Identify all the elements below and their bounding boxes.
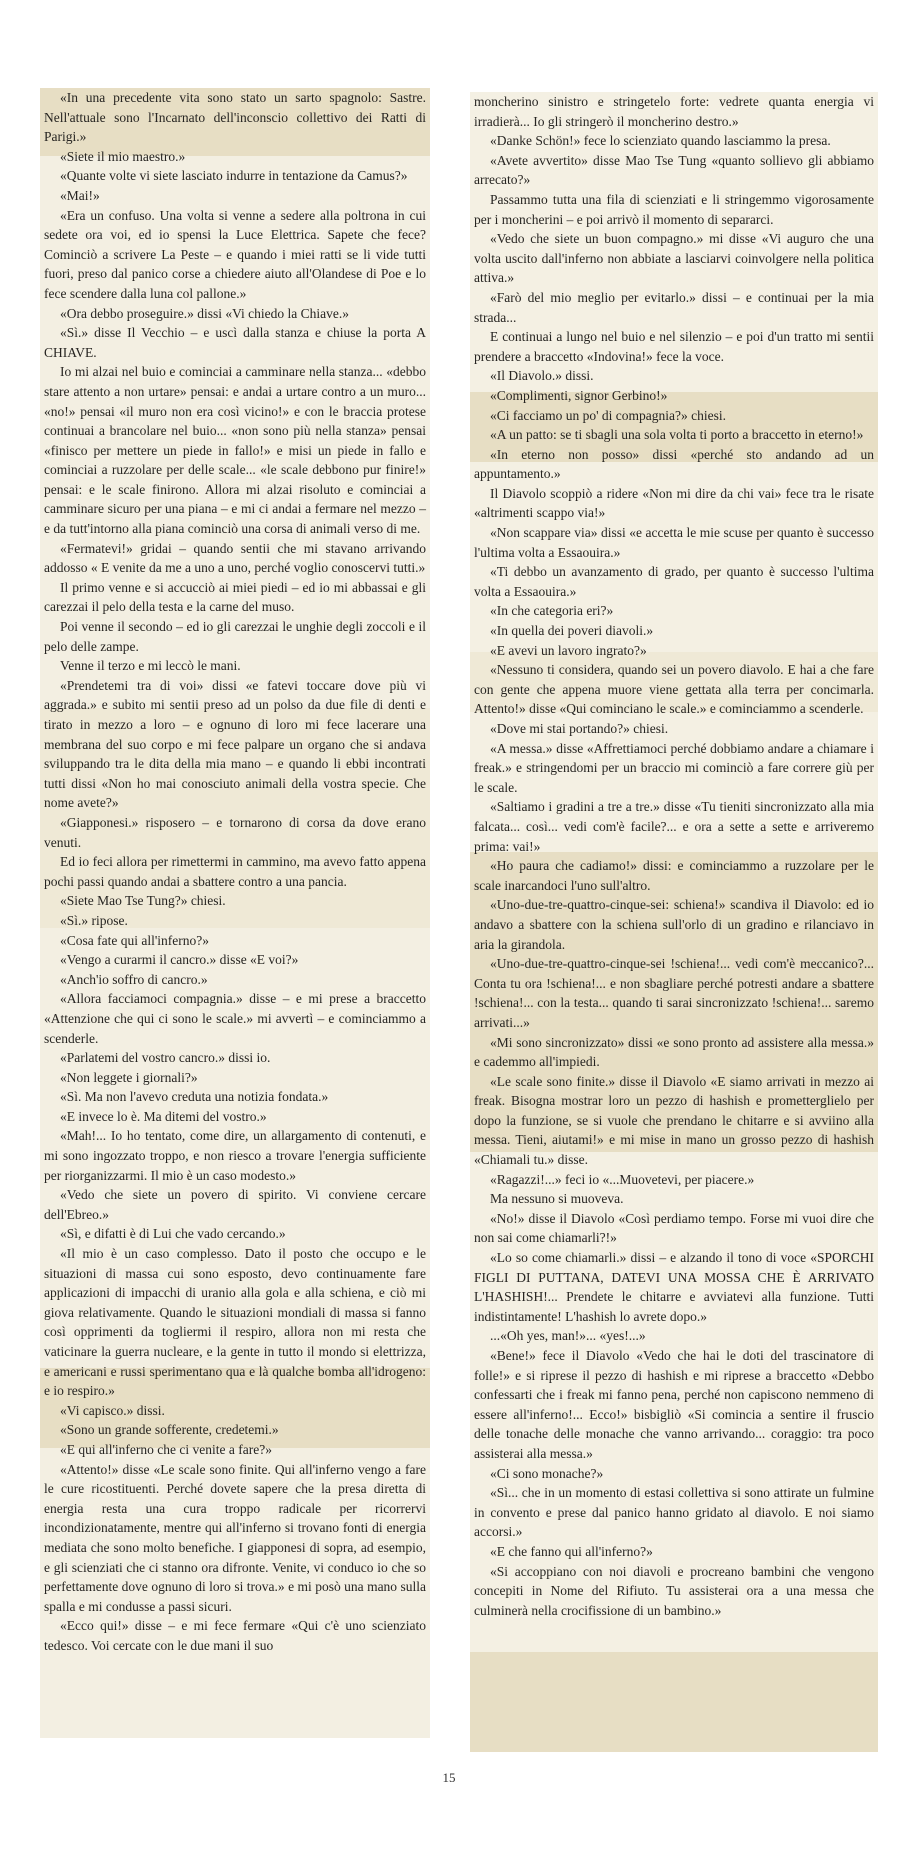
paragraph: «Sì, e difatti è di Lui che vado cercando.» (60, 1226, 286, 1242)
paragraph: «Mai!» (60, 187, 100, 203)
paragraph: Il Diavolo scoppiò a ridere «Non mi dire da chi vai» fece tra le risate «altrimenti scappo via!» (474, 485, 874, 521)
paragraph: «Non leggete i giornali?» (60, 1069, 198, 1085)
paragraph: «Si accoppiano con noi diavoli e procreano bambini che vengono concepiti in Nome del Rifiuto. Tu assisterai ora a una messa che culminerà nella crocifissione di un bambino.» (474, 1563, 874, 1618)
paragraph: «Quante volte vi siete lasciato indurre in tentazione da Camus?» (60, 168, 408, 184)
paragraph: «Nessuno ti considera, quando sei un povero diavolo. E hai a che fare con gente che appena muore viene gettata alla terra per concimarla. Attento!» disse «Qui cominciano le scale.» e cominciammo a scenderle. (474, 662, 874, 717)
paragraph: «Sì. Ma non l'avevo creduta una notizia fondata.» (60, 1089, 329, 1105)
paragraph: Ma nessuno si muoveva. (490, 1191, 624, 1207)
paragraph: «Ragazzi!...» feci io «...Muovetevi, per piacere.» (490, 1171, 755, 1187)
paragraph: «In che categoria eri?» (490, 603, 614, 619)
paragraph: «Saltiamo i gradini a tre a tre.» disse «Tu tieniti sincronizzato alla mia falcata... così... vedi com'è facile?... e ora a sette a sette e arriveremo prima: vai!» (474, 799, 874, 854)
paragraph: «Prendetemi tra di voi» dissi «e fatevi toccare dove più vi aggrada.» e subito mi sentii preso ad un polso da due file di denti e tirato in mezzo a loro – e ognuno di loro mi fece lacerare una membrana del suo corpo e mi fece palpare un organo che si andava sviluppando tra le dita della mia mano – e quando li ebbi incontrati tutti dissi «Non ho mai conosciuto animali della vostra specie. Che nome avete?» (44, 677, 426, 811)
paragraph: «Mah!... Io ho tentato, come dire, un allargamento di contenuti, e mi sono ingozzato troppo, e non riesco a trovare l'energia sufficiente per riorganizzarmi. Il mio è un caso modesto.» (44, 1128, 426, 1183)
paragraph: «Dove mi stai portando?» chiesi. (490, 721, 669, 736)
paragraph: «A messa.» disse «Affrettiamoci perché dobbiamo andare a chiamare i freak.» e stringendomi per un braccio mi cominciò a fare correre giù per le scale. (474, 740, 874, 795)
paragraph: «Ti debbo un avanzamento di grado, per quanto è successo l'ultima volta a Essaouira.» (474, 564, 874, 599)
paragraph: «Ci facciamo un po' di compagnia?» chiesi. (490, 407, 726, 423)
paragraph: Venne il terzo e mi leccò le mani. (60, 658, 241, 674)
paragraph: Il primo venne e si accucciò ai miei piedi – ed io mi abbassai e gli carezzai il pelo della testa e la carne del muso. (44, 579, 426, 615)
page-number: 15 (442, 1770, 456, 1785)
paragraph: «A un patto: se ti sbagli una sola volta ti porto a braccetto in eterno!» (490, 427, 864, 443)
paragraph: «Danke Schön!» fece lo scienziato quando lasciammo la presa. (490, 133, 831, 149)
paragraph: «Uno-due-tre-quattro-cinque-sei !schiena!... vedi com'è meccanico?... Conta tu ora !schiena!... e non sbagliare perché potresti andare a sbattere !schiena!... con la testa... quando ti sarai sincronizzato !schiena!... saremo arrivati...» (474, 956, 874, 1030)
paragraph: Io mi alzai nel buio e cominciai a camminare nella stanza... «debbo stare attento a non urtare» pensai: e andai a urtare contro a un muro... «no!» pensai «il muro non era così vicino!» e con le braccia protese continuai a brancolare nel buio... «non sono più nella stanza» pensai «finisco per mettere un piede in fallo!» e misi un piede in fallo e cominciai a ruzzolare per delle scale... «le scale debbono pur finire!» pensai: e le scale finirono. Allora mi alzai risoluto e cominciai a camminare sicuro per una piana – e mi ci andai a fermare nel mezzo – e da tutt'intorno alla piana cominciò una corsa di animali verso di me. (44, 364, 426, 537)
paragraph: «E qui all'inferno che ci venite a fare?» (60, 1441, 272, 1457)
paper-band (470, 1652, 878, 1752)
paragraph: «Ho paura che cadiamo!» dissi: e cominciammo a ruzzolare per le scale inarcandoci l'uno sull'altro. (474, 858, 874, 893)
paragraph: «Non scappare via» dissi «e accetta le mie scuse per quanto è successo l'ultima volta a Essaouira.» (474, 525, 874, 560)
paragraph: «Fermatevi!» gridai – quando sentii che mi stavano arrivando addosso « E venite da me a uno a uno, perché voglio conoscervi tutti.» (44, 540, 426, 576)
paragraph: «Ora debbo proseguire.» dissi «Vi chiedo la Chiave.» (60, 305, 349, 321)
paragraph: «E che fanno qui all'inferno?» (490, 1543, 653, 1559)
paragraph: «Vi capisco.» dissi. (60, 1402, 165, 1418)
paragraph: «Giapponesi.» risposero – e tornarono di corsa da dove erano venuti. (44, 814, 426, 850)
paragraph: «Vengo a curarmi il cancro.» disse «E voi?» (60, 952, 299, 968)
paragraph: «Siete il mio maestro.» (60, 148, 186, 164)
paragraph: «Il Diavolo.» dissi. (490, 368, 594, 384)
paragraph: «Parlatemi del vostro cancro.» dissi io. (60, 1050, 271, 1066)
paragraph: «Sì.» ripose. (60, 912, 128, 928)
paragraph: «Anch'io soffro di cancro.» (60, 971, 208, 987)
paragraph: «Complimenti, signor Gerbino!» (490, 387, 668, 403)
paragraph: «Bene!» fece il Diavolo «Vedo che hai le doti del trascinatore di folle!» e si riprese il pezzo di hashish e mi riprese a braccetto «Debbo confessarti che i freak mi fanno pena, perché non capiscono nemmeno di essere all'inferno!... Ecco!» bisbigliò «Si comincia a sentire il fruscio delle tonache delle monache che vanno arrivando... coraggio: tra poco assisterai alla messa.» (474, 1348, 874, 1461)
paragraph: «Vedo che siete un povero di spirito. Vi conviene cercare dell'Ebreo.» (44, 1187, 426, 1222)
left-text-column (40, 88, 430, 1738)
paragraph: «Siete Mao Tse Tung?» chiesi. (60, 893, 226, 909)
paragraph: Poi venne il secondo – ed io gli carezzai le unghie degli zoccoli e il pelo delle zampe. (44, 619, 426, 654)
paragraph: «E avevi un lavoro ingrato?» (490, 642, 647, 658)
paragraph: «In eterno non posso» dissi «perché sto andando ad un appuntamento.» (474, 446, 874, 482)
paragraph: ...«Oh yes, man!»... «yes!...» (490, 1328, 646, 1344)
paragraph: «Il mio è un caso complesso. Dato il posto che occupo e le situazioni di massa cui sono esposto, devo continuamente fare applicazioni di impacchi di uranio alla gola e alla schiena, e ciò mi giova relativamente. Quando le situazioni mondiali di massa si fanno così opprimenti da togliermi il respiro, allora non mi resta che vaticinare la guerra nucleare, e la gente in tutto il mondo si elettrizza, e americani e russi sperimentano qua e là qualche bomba all'idrogeno: e io respiro.» (44, 1246, 426, 1399)
paragraph: «Sono un grande sofferente, credetemi.» (60, 1422, 279, 1438)
paragraph: «Cosa fate qui all'inferno?» (60, 932, 210, 948)
paragraph: «Farò del mio meglio per evitarlo.» dissi – e continuai per la mia strada... (474, 289, 874, 325)
paragraph: «Uno-due-tre-quattro-cinque-sei: schiena!» scandiva il Diavolo: ed io andavo a sbattere con la schiena sull'orlo di un gradino e rilanciavo in aria la girandola. (474, 897, 874, 952)
paragraph: «Le scale sono finite.» disse il Diavolo «E siamo arrivati in mezzo ai freak. Bisogna mostrar loro un pezzo di hashish e prometterglielo per dopo la funzione, se si vuole che prendano le chitarre e si avviino alla messa. Tieni, aiutami!» e mi mise in mano un grosso pezzo di hashish «Chiamali tu.» disse. (474, 1073, 874, 1168)
paragraph: E continuai a lungo nel buio e nel silenzio – e poi d'un tratto mi sentii prendere a braccetto «Indovina!» fece la voce. (474, 329, 874, 364)
paragraph: «Sì.» disse Il Vecchio – e uscì dalla stanza e chiuse la porta A CHIAVE. (44, 325, 426, 360)
paragraph: «Mi sono sincronizzato» dissi «e sono pronto ad assistere alla messa.» e cademmo all'impiedi. (474, 1034, 874, 1070)
paragraph: «Vedo che siete un buon compagno.» mi disse «Vi auguro che una volta uscito dall'inferno non abbiate a lasciarvi coinvolgere nella politica attiva.» (474, 231, 874, 286)
paragraph: «Allora facciamoci compagnia.» disse – e mi prese a braccetto «Attenzione che qui ci sono le scale.» mi avvertì – e cominciammo a scenderle. (44, 991, 426, 1046)
paragraph: «E invece lo è. Ma ditemi del vostro.» (60, 1108, 267, 1124)
paragraph: moncherino sinistro e stringetelo forte: vedrete quanta energia vi irradierà... Io gli stringerò il moncherino destro.» (474, 94, 874, 129)
paragraph: «Ecco qui!» disse – e mi fece fermare «Qui c'è uno scienziato tedesco. Voi cercate con le due mani il suo (44, 1618, 426, 1653)
paragraph: «Lo so come chiamarli.» dissi – e alzando il tono di voce «SPORCHI FIGLI DI PUTTANA, DATEVI UNA MOSSA CHE È ARRIVATO L'HASHISH!... Prendete le chitarre e avviatevi alla funzione. Tutti indistintamente! L'hashish lo avrete dopo.» (474, 1250, 874, 1324)
paragraph: «Avete avvertito» disse Mao Tse Tung «quanto sollievo gli abbiamo arrecato?» (474, 152, 874, 188)
paragraph: «No!» disse il Diavolo «Così perdiamo tempo. Forse mi vuoi dire che non sai come chiamarli?!» (474, 1210, 874, 1246)
right-text-column (470, 92, 878, 1752)
paragraph: «In una precedente vita sono stato un sarto spagnolo: Sastre. Nell'attuale sono l'Incarnato dell'inconscio collettivo dei Ratti di Parigi.» (44, 90, 426, 145)
paragraph: Ed io feci allora per rimettermi in cammino, ma avevo fatto appena pochi passi quando andai a sbattere contro a una pancia. (44, 854, 426, 889)
paragraph: Passammo tutta una fila di scienziati e li stringemmo vigorosamente per i moncherini – e poi arrivò il momento di separarci. (474, 191, 874, 227)
paragraph: «In quella dei poveri diavoli.» (490, 623, 654, 639)
paragraph: «Ci sono monache?» (490, 1465, 604, 1481)
paragraph: «Attento!» disse «Le scale sono finite. Qui all'inferno vengo a fare le cure ricostituenti. Perché dovete sapere che la presa diretta di energia resta una cura troppo radicale per ricorrervi incondizionatamente, mentre qui all'inferno si trovano fonti di energia mediata che sono molto benefiche. I giapponesi di sopra, ad esempio, e gli scienziati che ci stanno ora difronte. Venite, vi conduco io che so perfettamente dove ognuno di loro si trova.» e mi posò una mano sulla spalla e mi condusse a passi sicuri. (44, 1461, 426, 1614)
paragraph: «Sì... che in un momento di estasi collettiva si sono attirate un fulmine in convento e prese dal panico hanno gridato al diavolo. E noi siamo accorsi.» (474, 1485, 874, 1540)
paragraph: «Era un confuso. Una volta si venne a sedere alla poltrona in cui sedete ora voi, ed io spensi la Luce Elettrica. Sapete che fece? Cominciò a scrivere La Peste – e quando i miei ratti se li vide tutti fuori, preso dal panico corse a chiedere aiuto all'Olandese di Poe e lo fece scendere dalla luna col pallone.» (44, 207, 426, 301)
